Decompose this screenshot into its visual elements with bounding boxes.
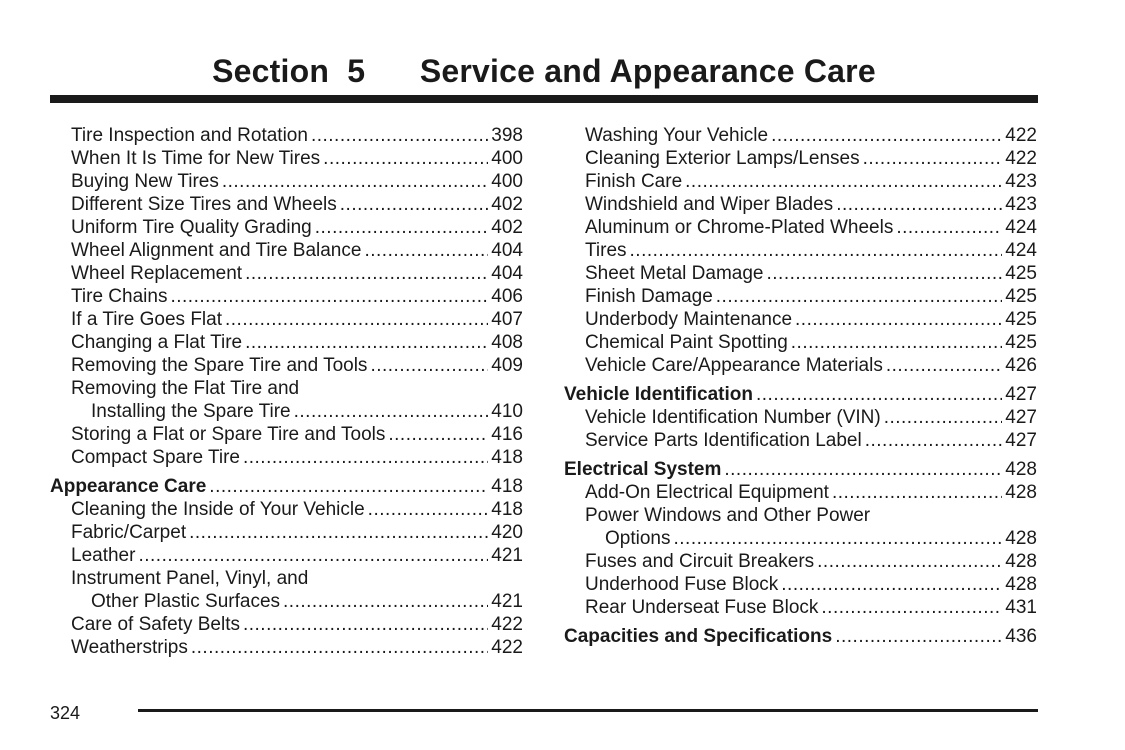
toc-entry[interactable] [50,308,523,331]
toc-page-number: 427 [1005,430,1037,451]
toc-entry-title: Finish Damage [585,286,713,307]
dot-leader [368,498,489,521]
toc-page-number: 420 [491,522,523,543]
toc-entry-title: Chemical Paint Spotting [585,332,788,353]
section-title: Section 5 Service and Appearance Care [212,53,876,89]
toc-entry[interactable] [50,446,523,469]
toc-entry-title: Installing the Spare Tire [91,401,291,422]
toc-page-number: 404 [491,240,523,261]
toc-entry-title: Vehicle Identification Number (VIN) [585,407,881,428]
toc-page-number: 422 [491,614,523,635]
dot-leader [756,383,1002,406]
toc-entry-title: Cleaning the Inside of Your Vehicle [71,499,365,520]
toc-entry-title: Aluminum or Chrome-Plated Wheels [585,217,894,238]
toc-entry[interactable] [564,354,1037,377]
toc-entry-title: Finish Care [585,171,683,192]
dot-leader [243,613,488,636]
toc-entry[interactable] [564,429,1037,452]
toc-page-number: 426 [1005,355,1037,376]
toc-section-heading[interactable] [564,383,1037,406]
toc-page-number: 407 [491,309,523,330]
dot-leader [225,308,488,331]
dot-leader [817,550,1002,573]
toc-entry-title: Uniform Tire Quality Grading [71,217,312,238]
toc-entry-title: Wheel Replacement [71,263,243,284]
toc-page-number: 428 [1005,482,1037,503]
dot-leader [821,596,1002,619]
dot-leader [884,406,1003,429]
toc-entry-title: Vehicle Care/Appearance Materials [585,355,883,376]
toc-entry[interactable] [50,170,523,193]
toc-entry[interactable] [564,239,1037,262]
toc-left-column [50,124,523,659]
toc-page-number: 400 [491,171,523,192]
toc-entry[interactable] [564,406,1037,429]
toc-page-number: 428 [1005,574,1037,595]
toc-page-number: 409 [491,355,523,376]
toc-entry[interactable] [50,423,523,446]
dot-leader [340,193,489,216]
dot-leader [767,262,1003,285]
dot-leader [781,573,1002,596]
toc-entry-title: Vehicle Identification [564,384,753,405]
toc-entry-title: Windshield and Wiper Blades [585,194,834,215]
footer-rule [138,709,1038,712]
toc-page-number: 400 [491,148,523,169]
dot-leader [315,216,489,239]
toc-page-number: 425 [1005,332,1037,353]
dot-leader [836,193,1002,216]
toc-entry[interactable] [50,285,523,308]
toc-entry[interactable] [50,544,523,567]
dot-leader [243,446,488,469]
toc-page-number: 428 [1005,551,1037,572]
toc-entry[interactable] [564,216,1037,239]
toc-page-number: 427 [1005,384,1037,405]
toc-entry[interactable] [564,596,1037,619]
dot-leader [716,285,1003,308]
toc-page-number: 418 [491,447,523,468]
dot-leader [685,170,1002,193]
dot-leader [724,458,1002,481]
dot-leader [170,285,488,308]
toc-entry-title: Removing the Flat Tire and [71,378,300,399]
toc-entry-title: Instrument Panel, Vinyl, and [71,568,309,589]
toc-right-column [564,124,1037,648]
toc-page-number: 422 [1005,125,1037,146]
toc-entry-title: Care of Safety Belts [71,614,240,635]
toc-entry[interactable] [50,331,523,354]
toc-page-number: 402 [491,217,523,238]
page-number: 324 [50,703,81,723]
toc-entry-title: Underbody Maintenance [585,309,793,330]
toc-page-number: 425 [1005,286,1037,307]
dot-leader [886,354,1002,377]
toc-page-number: 418 [491,499,523,520]
toc-entry[interactable] [50,147,523,170]
toc-page-number: 402 [491,194,523,215]
dot-leader [138,544,488,567]
toc-page-number: 428 [1005,459,1037,480]
toc-entry[interactable] [564,170,1037,193]
toc-entry[interactable] [564,527,1037,550]
title-rule [50,95,1038,103]
dot-leader [191,636,488,659]
toc-entry-title: Buying New Tires [71,171,219,192]
toc-page-number: 425 [1005,263,1037,284]
toc-entry-title: Capacities and Specifications [564,626,833,647]
toc-entry[interactable] [564,147,1037,170]
toc-entry[interactable] [564,262,1037,285]
toc-entry-title: Wheel Alignment and Tire Balance [71,240,362,261]
toc-entry-title: Tire Inspection and Rotation [71,125,308,146]
dot-leader [222,170,488,193]
toc-entry-continued [50,567,523,590]
toc-entry-title: Removing the Spare Tire and Tools [71,355,368,376]
toc-entry[interactable] [50,613,523,636]
toc-page-number: 422 [1005,148,1037,169]
toc-entry-title: Appearance Care [50,476,207,497]
dot-leader [311,124,488,147]
toc-entry-title: When It Is Time for New Tires [71,148,321,169]
dot-leader [832,481,1002,504]
dot-leader [835,625,1002,648]
dot-leader [283,590,488,613]
dot-leader [388,423,488,446]
toc-page-number: 422 [491,637,523,658]
toc-entry-title: Options [605,528,671,549]
toc-entry-continued [50,377,523,400]
toc-entry-title: Rear Underseat Fuse Block [585,597,819,618]
section-header [50,52,1038,90]
toc-entry-title: Add-On Electrical Equipment [585,482,829,503]
toc-entry-title: Compact Spare Tire [71,447,240,468]
toc-page-number: 416 [491,424,523,445]
toc-page-number: 408 [491,332,523,353]
toc-page-number: 404 [491,263,523,284]
toc-page-number: 410 [491,401,523,422]
toc-section-heading[interactable] [564,625,1037,648]
toc-entry[interactable] [50,262,523,285]
toc-entry-title: Leather [71,545,136,566]
toc-page-number: 425 [1005,309,1037,330]
toc-entry-title: Changing a Flat Tire [71,332,243,353]
toc-page-number: 406 [491,286,523,307]
toc-entry[interactable] [50,636,523,659]
toc-entry-title: Underhood Fuse Block [585,574,779,595]
toc-entry-title: Tire Chains [71,286,168,307]
toc-entry[interactable] [564,193,1037,216]
toc-section-heading[interactable] [50,475,523,498]
toc-page-number: 431 [1005,597,1037,618]
dot-leader [245,331,488,354]
toc-entry-title: Service Parts Identification Label [585,430,862,451]
toc-entry[interactable] [564,481,1037,504]
toc-entry-title: Fabric/Carpet [71,522,187,543]
toc-entry[interactable] [564,308,1037,331]
toc-entry-title: Sheet Metal Damage [585,263,764,284]
toc-entry[interactable] [50,239,523,262]
dot-leader [896,216,1002,239]
dot-leader [771,124,1002,147]
dot-leader [865,429,1003,452]
toc-entry[interactable] [50,124,523,147]
toc-entry[interactable] [564,573,1037,596]
dot-leader [189,521,488,544]
toc-entry-title: Weatherstrips [71,637,188,658]
toc-entry[interactable] [564,550,1037,573]
toc-entry[interactable] [50,400,523,423]
toc-entry-title: Other Plastic Surfaces [91,591,281,612]
dot-leader [370,354,488,377]
toc-entry-title: Electrical System [564,459,722,480]
toc-entry[interactable] [50,590,523,613]
toc-page-number: 436 [1005,626,1037,647]
toc-entry-title: Storing a Flat or Spare Tire and Tools [71,424,386,445]
toc-entry[interactable] [50,193,523,216]
toc-page-number: 428 [1005,528,1037,549]
toc-entry-title: Cleaning Exterior Lamps/Lenses [585,148,860,169]
toc-entry[interactable] [564,285,1037,308]
toc-entry[interactable] [50,354,523,377]
dot-leader [209,475,488,498]
toc-page-number: 421 [491,591,523,612]
toc-entry[interactable] [50,498,523,521]
dot-leader [795,308,1002,331]
toc-section-heading[interactable] [564,458,1037,481]
toc-entry-title: Different Size Tires and Wheels [71,194,337,215]
dot-leader [673,527,1002,550]
dot-leader [863,147,1003,170]
toc-entry[interactable] [564,124,1037,147]
dot-leader [245,262,488,285]
toc-page-number: 418 [491,476,523,497]
toc-entry[interactable] [564,331,1037,354]
toc-page-number: 424 [1005,217,1037,238]
toc-entry-title: Fuses and Circuit Breakers [585,551,815,572]
dot-leader [364,239,488,262]
toc-page-number: 423 [1005,194,1037,215]
toc-page-number: 398 [491,125,523,146]
toc-entry-title: Tires [585,240,627,261]
dot-leader [323,147,488,170]
dot-leader [630,239,1003,262]
toc-entry-title: Washing Your Vehicle [585,125,769,146]
toc-page-number: 423 [1005,171,1037,192]
toc-entry-continued [564,504,1037,527]
dot-leader [294,400,489,423]
toc-page-number: 427 [1005,407,1037,428]
toc-entry[interactable] [50,521,523,544]
toc-page-number: 424 [1005,240,1037,261]
toc-entry[interactable] [50,216,523,239]
toc-entry-title: If a Tire Goes Flat [71,309,222,330]
toc-entry-title: Power Windows and Other Power [585,505,871,526]
dot-leader [791,331,1003,354]
toc-page-number: 421 [491,545,523,566]
